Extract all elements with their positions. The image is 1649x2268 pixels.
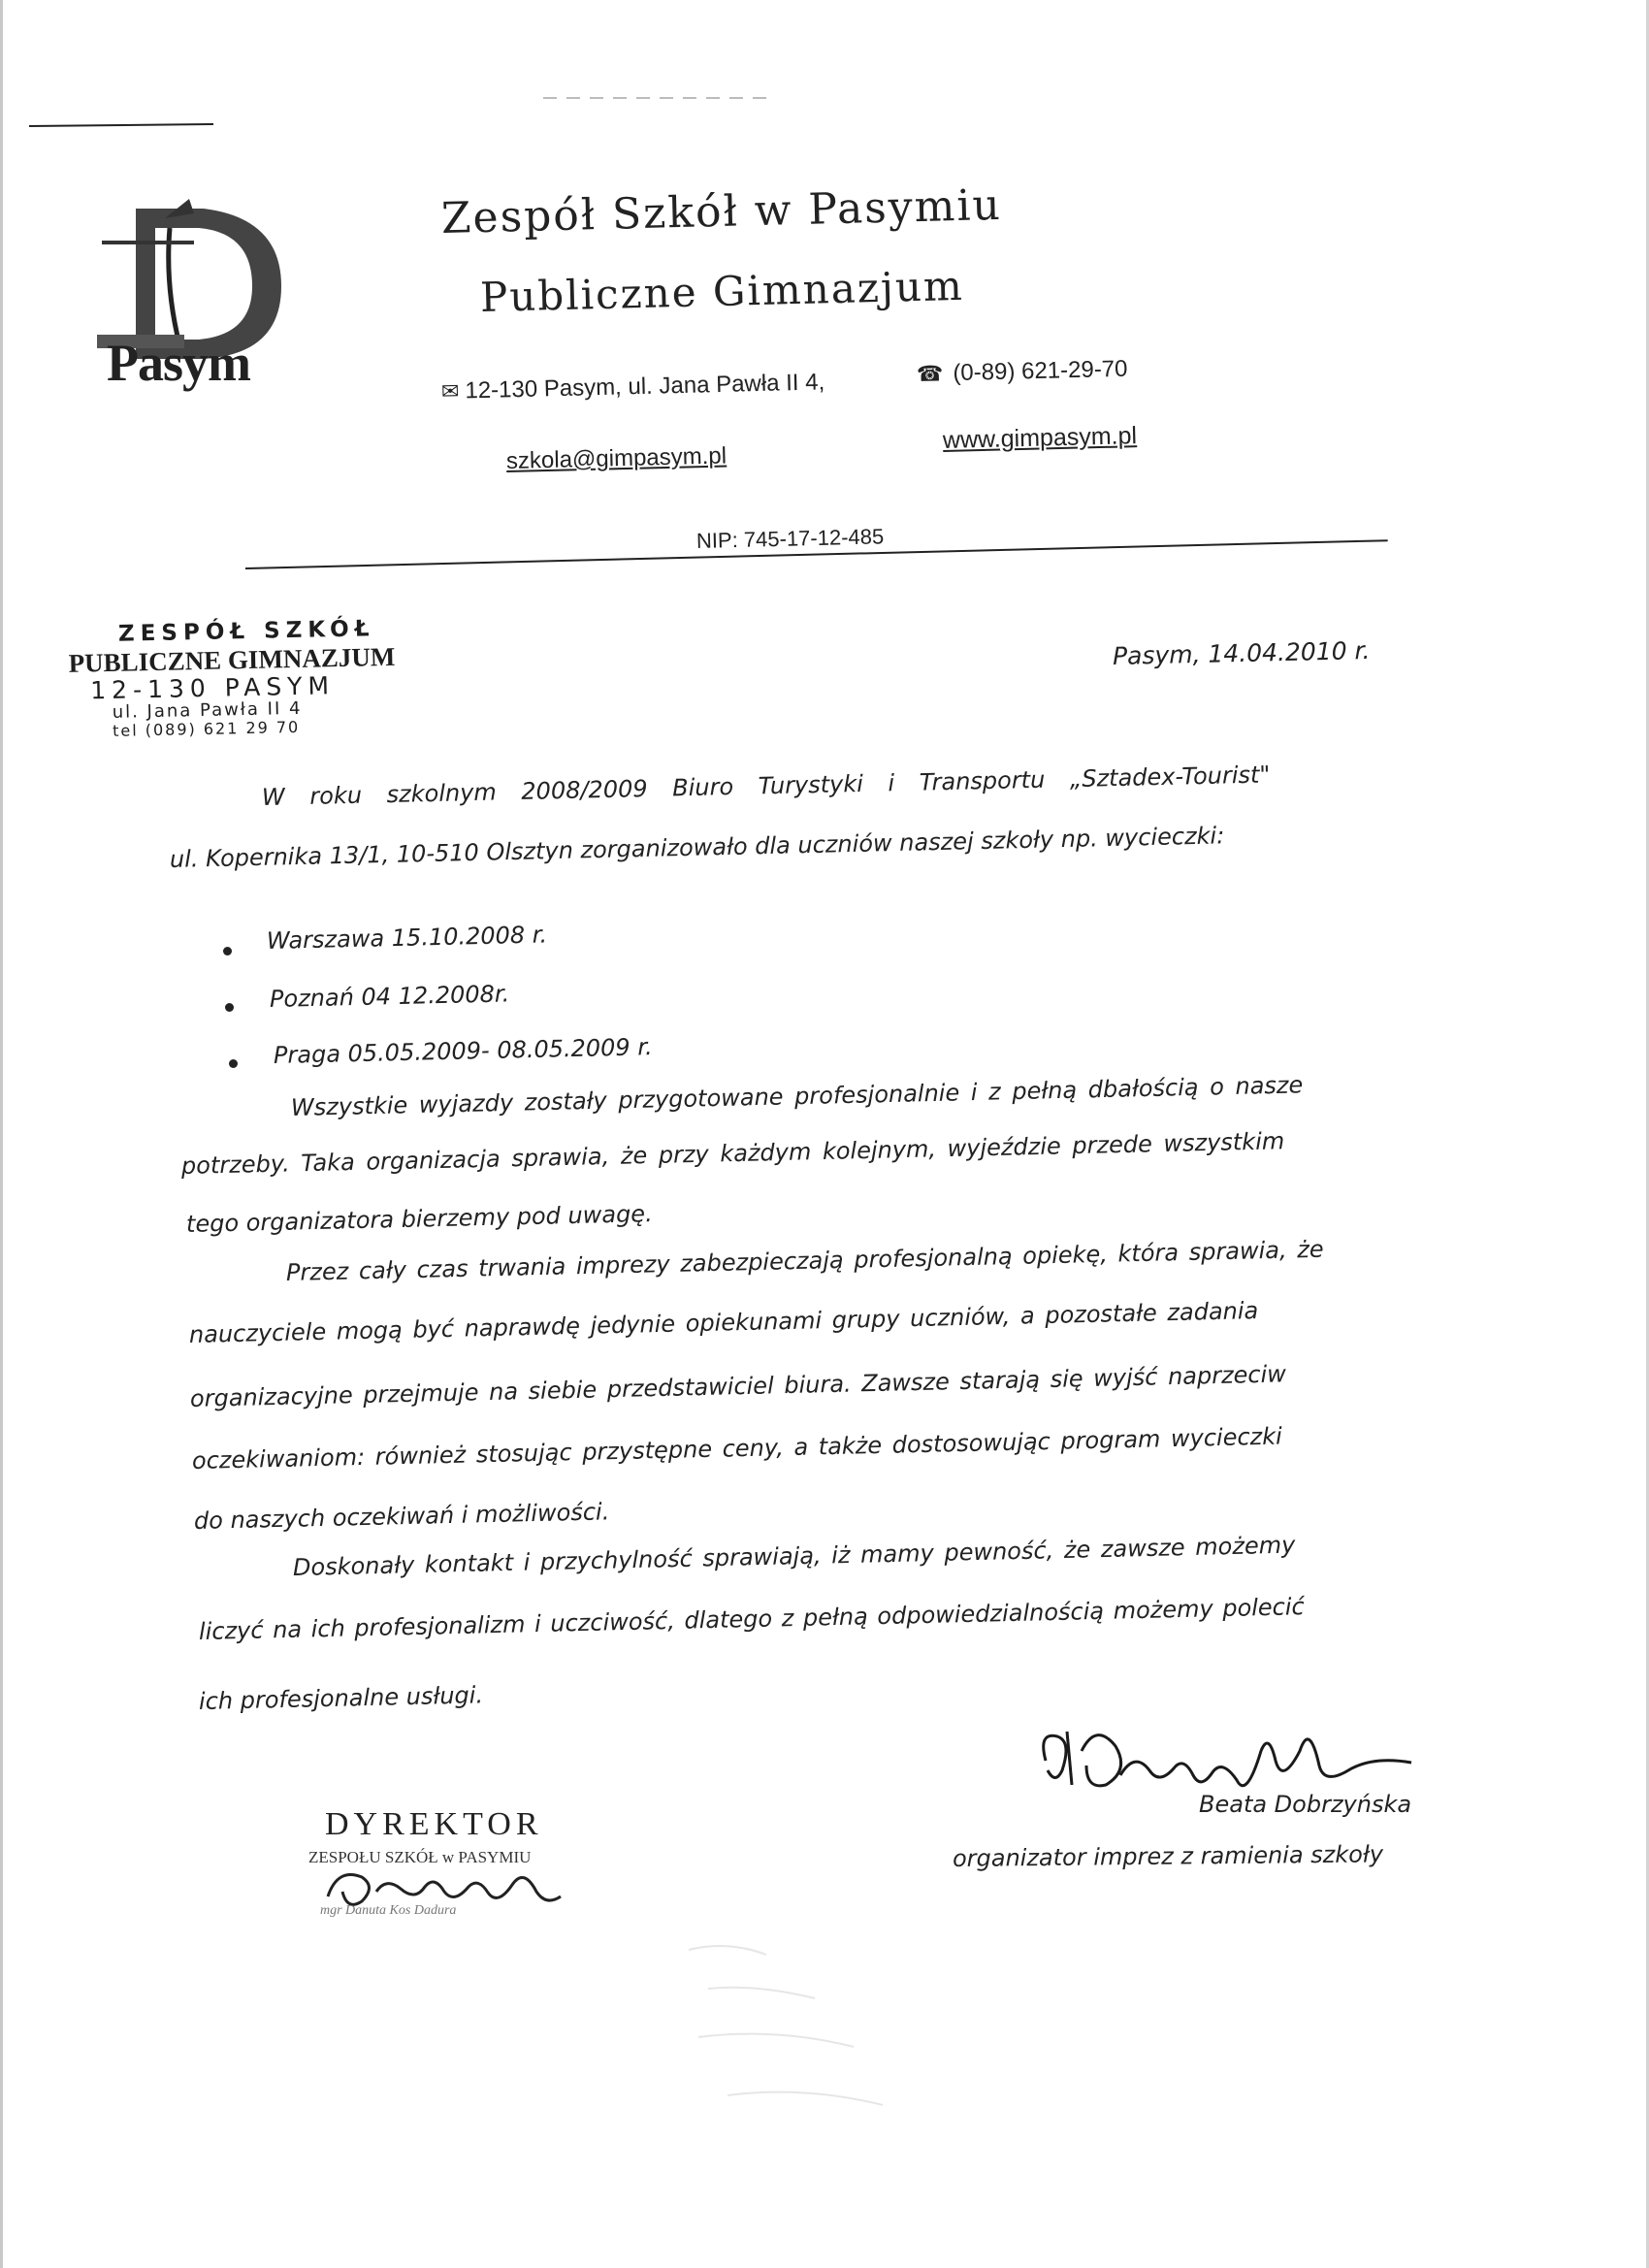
school-nip: NIP: 745-17-12-485	[695, 524, 885, 553]
school-website: www.gimpasym.pl	[942, 422, 1138, 454]
trip-item: Praga 05.05.2009- 08.05.2009 r.	[273, 1033, 653, 1069]
school-address	[441, 369, 825, 405]
bleed-through-marks	[669, 1930, 1018, 2163]
bullet-icon	[223, 947, 232, 956]
bullet-icon	[225, 1003, 234, 1012]
trip-item: Warszawa 15.10.2008 r.	[266, 921, 548, 955]
paragraph-3-line-5: do naszych oczekiwań i możliwości.	[193, 1498, 610, 1535]
trip-item: Poznań 04 12.2008r.	[269, 980, 510, 1013]
letter-date: Pasym, 14.04.2010 r.	[1112, 635, 1371, 670]
school-logo	[97, 189, 301, 393]
stamp-line-2: PUBLICZNE GIMNAZJUM	[68, 641, 396, 678]
paragraph-4-line-2: liczyć na ich profesjonalizm i uczciwość, dlatego z pełną odpowiedzialnością możemy polecić	[198, 1593, 1305, 1645]
envelope-icon: ✉	[440, 378, 460, 404]
signer-role: organizator imprez z ramienia szkoły	[952, 1840, 1384, 1872]
logo-text: Pasym	[107, 334, 250, 392]
top-left-rule	[29, 123, 213, 127]
scan-edge-left	[0, 0, 3, 2268]
director-name: mgr Danuta Kos Dadura	[320, 1903, 457, 1918]
paragraph-2-line-1: Wszystkie wyjazdy zostały przygotowane profesjonalnie i z pełną dbałością o nasze	[290, 1071, 1304, 1121]
paragraph-1-line-2: ul. Kopernika 13/1, 10-510 Olsztyn zorganizowało dla uczniów naszej szkoły np. wycieczki:	[169, 822, 1225, 873]
stamp-line-1: ZESPÓŁ SZKÓŁ	[117, 616, 375, 647]
address-text: 12-130 Pasym, ul. Jana Pawła II 4,	[465, 369, 825, 405]
director-stamp-subtitle: ZESPOŁU SZKÓŁ w PASYMIU	[308, 1848, 532, 1866]
school-stamp	[62, 617, 433, 740]
paragraph-4-line-1: Doskonały kontakt i przychylność sprawiają, iż mamy pewność, że zawsze możemy	[292, 1531, 1296, 1581]
stamp-line-4: ul. Jana Pawła II 4	[112, 697, 303, 723]
paragraph-4-line-3: ich profesjonalne usługi.	[198, 1681, 484, 1715]
director-stamp-title: DYREKTOR	[325, 1806, 543, 1842]
school-email: szkola@gimpasym.pl	[505, 442, 728, 474]
paragraph-1-line-1: W roku szkolnym 2008/2009 Biuro Turystyki i Transportu „Sztadex-Tourist"	[261, 761, 1271, 811]
bullet-icon	[229, 1059, 238, 1068]
paragraph-2-line-3: tego organizatora bierzemy pod uwagę.	[185, 1200, 653, 1238]
paragraph-3-line-1: Przez cały czas trwania imprezy zabezpieczają profesjonalną opiekę, która sprawia, że	[285, 1235, 1324, 1286]
paragraph-3-line-3: organizacyjne przejmuje na siebie przedstawiciel biura. Zawsze starają się wyjść naprzeciw	[189, 1360, 1287, 1412]
school-subtitle: Publiczne Gimnazjum	[479, 261, 965, 321]
school-phone	[917, 356, 1128, 388]
paragraph-3-line-4: oczekiwaniom: również stosując przystępne ceny, a także dostosowując program wycieczki	[191, 1422, 1283, 1474]
paragraph-2-line-2: potrzeby. Taka organizacja sprawia, że przy każdym kolejnym, wyjeździe przede wszystkim	[180, 1127, 1285, 1180]
paragraph-3-line-2: nauczyciele mogą być naprawdę jedynie opiekunami grupy uczniów, a pozostałe zadania	[188, 1296, 1259, 1348]
telephone-icon: ☎	[916, 361, 944, 386]
signer-name: Beata Dobrzyńska	[1199, 1791, 1412, 1818]
stamp-line-3: 12-130 PASYM	[89, 671, 336, 705]
stamp-line-5: tel (089) 621 29 70	[112, 717, 301, 740]
faint-dashes	[543, 97, 776, 99]
school-name: Zespół Szkół w Pasymiu	[440, 179, 1003, 243]
phone-text: (0-89) 621-29-70	[953, 355, 1128, 387]
